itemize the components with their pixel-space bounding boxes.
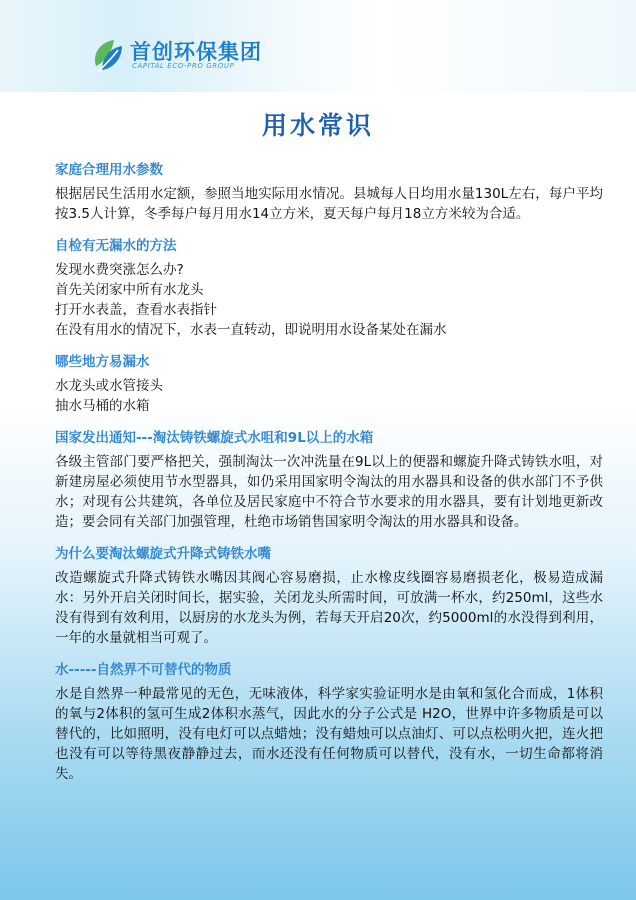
section-body: 改造螺旋式升降式铸铁水嘴因其阀心容易磨损，止水橡皮线圈容易磨损老化，极易造成漏水：另外开启关闭时间长，据实验，关闭龙头所需时间，可放满一杯水，约250ml，这些水没有得到有效利用，以厨房的水龙头为例，若每天开启20次，约5000ml的水没得到利用，一年的水量就相当可观了。 bbox=[55, 570, 603, 646]
company-logo bbox=[88, 34, 288, 78]
section-why-eliminate bbox=[55, 544, 603, 648]
logo-name-en: CAPITAL ECO-PRO GROUP bbox=[132, 62, 235, 70]
list-item: 抽水马桶的水箱 bbox=[55, 398, 150, 414]
section-body: 水是自然界一种最常见的无色，无味液体，科学家实验证明水是由氧和氢化合而成，1体积的氧与2体积的氢可生成2体积水蒸气，因此水的分子公式是 H2O，世界中许多物质是可以替代的，比如照明，没有电灯可以点蜡烛；没有蜡烛可以点油灯、可以点松明火把，连火把也没有可以等待黑夜静静过去，而水还没有任何物质可以替代，没有水，一切生命都将消失。 bbox=[55, 686, 603, 782]
section-household-water bbox=[55, 160, 603, 224]
list-item: 水龙头或水管接头 bbox=[55, 378, 163, 394]
list-item: 在没有用水的情况下，水表一直转动，即说明用水设备某处在漏水 bbox=[55, 322, 447, 338]
page-title: 用水常识 bbox=[261, 111, 374, 140]
logo-name-cn: 首创环保集团 bbox=[130, 40, 262, 64]
list-item: 首先关闭家中所有水龙头 bbox=[55, 282, 204, 298]
section-leak-spots bbox=[55, 352, 603, 416]
leaf-logo-icon bbox=[88, 36, 128, 76]
section-heading: 自检有无漏水的方法 bbox=[55, 238, 177, 254]
section-heading: 哪些地方易漏水 bbox=[55, 354, 150, 370]
list-item: 发现水费突涨怎么办? bbox=[55, 262, 184, 278]
content bbox=[55, 160, 603, 796]
section-heading: 国家发出通知---淘汰铸铁螺旋式水咀和9L以上的水箱 bbox=[55, 430, 374, 446]
section-heading: 水-----自然界不可替代的物质 bbox=[55, 662, 232, 678]
section-national-notice bbox=[55, 428, 603, 532]
section-leak-check bbox=[55, 236, 603, 340]
section-water-irreplaceable bbox=[55, 660, 603, 784]
section-body: 各级主管部门要严格把关，强制淘汰一次冲洗量在9L以上的便器和螺旋升降式铸铁水咀，对新建房屋必须使用节水型器具，如仍采用国家明令淘汰的用水器具和设备的供水部门不予供水；对现有公共建筑，各单位及居民家庭中不符合节水要求的用水器具，要有计划地更新改造；要会同有关部门加强管理，杜绝市场销售国家明令淘汰的用水器具和设备。 bbox=[55, 454, 603, 530]
list-item: 打开水表盖，查看水表指针 bbox=[55, 302, 217, 318]
section-heading: 家庭合理用水参数 bbox=[55, 162, 163, 178]
section-body: 根据居民生活用水定额，参照当地实际用水情况。县城每人日均用水量130L左右，每户平均按3.5人计算，冬季每户每月用水14立方米，夏天每户每月18立方米较为合适。 bbox=[55, 186, 603, 222]
section-heading: 为什么要淘汰螺旋式升降式铸铁水嘴 bbox=[55, 546, 271, 562]
